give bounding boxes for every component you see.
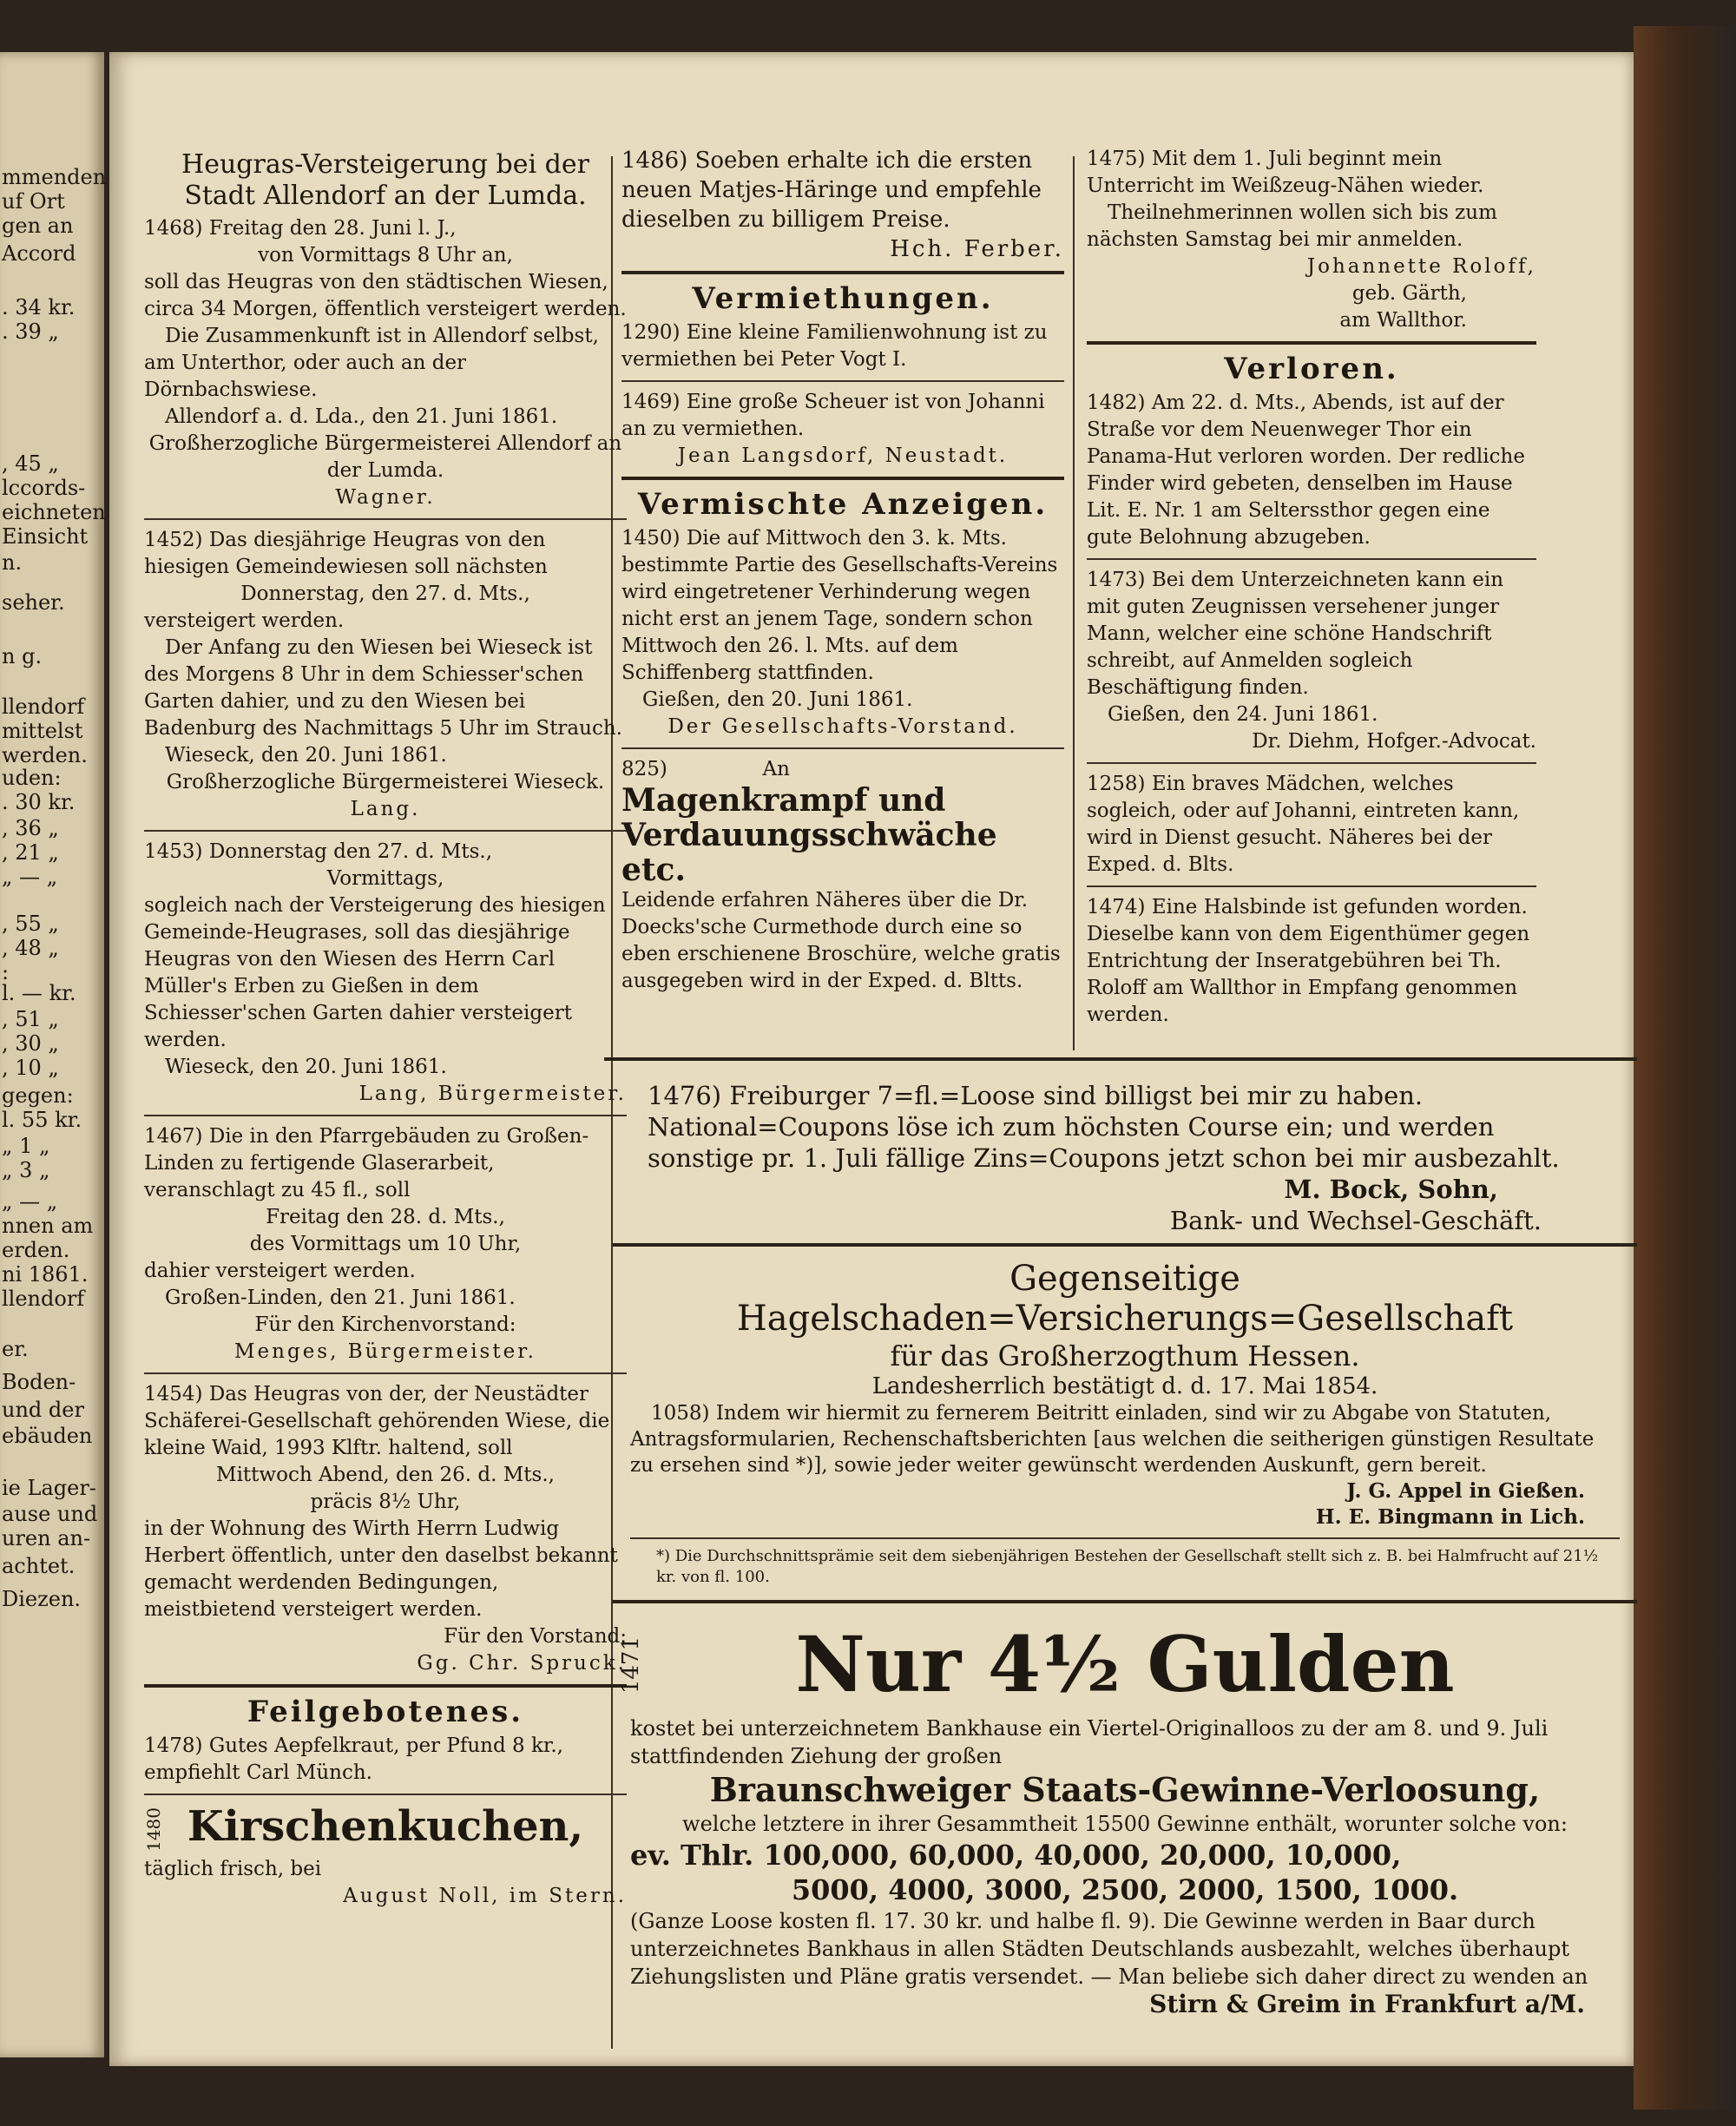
divider: [621, 380, 1064, 382]
ad-text: soll das Heugras von den städtischen Wiesen, circa 34 Morgen, öffentlich versteigert werden.: [144, 271, 627, 320]
ad-1471-lottery: [613, 1610, 1637, 2022]
left-page-fragment: gen an: [2, 214, 74, 238]
ad-text: 1469) Eine große Scheuer ist von Johanni an zu vermiethen.: [621, 391, 1045, 440]
ad-text: 1452) Das diesjährige Heugras von den hiesigen Gemeindewiesen soll nächsten: [144, 529, 548, 578]
ad-signature: Der Gesellschafts-Vorstand.: [667, 715, 1018, 738]
ad-text: 1475) Mit dem 1. Juli beginnt mein Unterricht im Weißzeug-Nähen wieder.: [1087, 148, 1484, 197]
ad-text: Die Zusammenkunft ist in Allendorf selbst, am Unterthor, oder auch an der Dörnbachswiese.: [144, 325, 599, 401]
ad-signature: August Noll, im Stern.: [343, 1885, 627, 1907]
ad-text: versteigert werden.: [144, 609, 345, 632]
ad-1258: [1087, 771, 1536, 879]
divider: [1087, 762, 1536, 764]
ad-text: Mittwoch Abend, den 26. d. Mts.,: [216, 1464, 555, 1486]
ad-825: [621, 756, 1064, 995]
left-page-fragment: llendorf: [2, 694, 85, 719]
ad-text: 1473) Bei dem Unterzeichneten kann ein mit guten Zeugnissen versehener junger Mann, welcher eine schöne Handschrift schreibt, auf Anmelden sogleich Beschäftigung finden.: [1087, 569, 1504, 699]
ad-signature: M. Bock, Sohn,: [1284, 1175, 1498, 1204]
ad-text: des Vormittags um 10 Uhr,: [249, 1233, 522, 1255]
left-page-fragment: ause und: [2, 1502, 98, 1526]
left-page-fragment: „ — „: [2, 865, 58, 889]
book-spine: [1634, 26, 1736, 2110]
ad-text: Donnerstag, den 27. d. Mts.,: [240, 583, 530, 605]
hagel-title: Gegenseitige Hagelschaden=Versicherungs=Gesellschaft: [736, 1259, 1514, 1339]
ad-text: Der Anfang zu den Wiesen bei Wieseck ist des Morgens 8 Uhr in dem Schiesser'schen Garten dahier, und zu den Wiesen bei Badenburg des Nachmittags 5 Uhr im Strauch.: [144, 636, 622, 740]
ad-1469: [621, 389, 1064, 470]
section-heading-feilgebotenes: Feilgebotenes.: [247, 1695, 524, 1729]
ad-text: 1478) Gutes Aepfelkraut, per Pfund 8 kr., empfiehlt Carl Münch.: [144, 1734, 563, 1784]
ad-signature: Lang.: [350, 798, 421, 820]
ad-1482: [1087, 390, 1536, 551]
column-1: [144, 146, 627, 1910]
ad-text: 1258) Ein braves Mädchen, welches sogleich, oder auf Johanni, eintreten kann, wird in Dienst gesucht. Näheres bei der Exped. d. Blts.: [1087, 773, 1520, 876]
ad-number-vertical: 1480: [143, 1807, 164, 1852]
ad-signature: Dr. Diehm, Hofger.-Advocat.: [1252, 730, 1536, 753]
ad-signature: Menges, Bürgermeister.: [234, 1340, 536, 1363]
divider: [144, 518, 627, 520]
left-page-fragment: achtet.: [2, 1554, 76, 1578]
ad-date: Wieseck, den 20. Juni 1861.: [165, 1056, 447, 1078]
ad-authority: Für den Vorstand:: [444, 1625, 627, 1648]
divider: [621, 271, 1064, 274]
column-rule: [1073, 156, 1075, 1050]
divider: [1087, 341, 1536, 345]
ad-text: (Ganze Loose kosten fl. 17. 30 kr. und halbe fl. 9). Die Gewinne werden in Baar durch unterzeichnetes Bankhaus in allen Städten Deutschlands ausbezahlt, welches überhaupt Ziehungslisten und Pläne gratis versendet. — Man beliebe sich daher direct zu wenden an: [630, 1909, 1588, 1989]
ad-825-title: Magenkrampf und Verdauungsschwäche etc.: [621, 782, 997, 888]
section-heading-vermiethungen: Vermiethungen.: [692, 281, 994, 316]
ad-text: welche letztere in ihrer Gesammtheit 15500 Gewinne enthält, worunter solche von:: [682, 1812, 1568, 1836]
left-page-fragment: eichneten: [2, 500, 106, 524]
left-page-fragment: erden.: [2, 1238, 70, 1262]
ad-text: täglich frisch, bei: [144, 1858, 322, 1880]
ad-text: 1450) Die auf Mittwoch den 3. k. Mts. bestimmte Partie des Gesellschafts-Vereins wird eingetretener Verhinderung wegen nicht erst an jenem Tage, sondern schon Mittwoch den 26. l. Mts. auf dem Schiffenberg stattfinden.: [621, 527, 1058, 684]
ad-date: Gießen, den 24. Juni 1861.: [1108, 703, 1378, 726]
ad-text: 1453) Donnerstag den 27. d. Mts.,: [144, 840, 493, 863]
ad-signature: am Wallthor.: [1339, 309, 1467, 332]
newspaper-page: [109, 52, 1634, 2066]
ad-1473: [1087, 567, 1536, 755]
divider: [613, 1600, 1637, 1603]
left-page-fragment: Boden-: [2, 1370, 76, 1394]
ad-number: 825): [621, 758, 667, 780]
left-page-fragment: Diezen.: [2, 1587, 82, 1611]
left-page-fragment: ebäuden: [2, 1424, 93, 1448]
divider: [144, 1372, 627, 1374]
left-page-fragment: l. 55 kr.: [2, 1108, 82, 1132]
ad-1478: [144, 1733, 627, 1787]
left-page-fragment: llendorf: [2, 1287, 85, 1311]
lottery-prizes: ev. Thlr. 100,000, 60,000, 40,000, 20,000, 10,000,: [630, 1839, 1402, 1872]
ad-1474: [1087, 894, 1536, 1029]
left-page-fragment: l. — kr.: [2, 981, 76, 1005]
ad-date: Wieseck, den 20. Juni 1861.: [165, 744, 447, 767]
left-page-fragment: ni 1861.: [2, 1262, 89, 1287]
lottery-title: Braunschweiger Staats-Gewinne-Verloosung,: [709, 1770, 1541, 1809]
left-page-fragment: , 21 „: [2, 840, 59, 865]
left-page-fragment: „ 3 „: [2, 1158, 50, 1182]
ad-signature: Gg. Chr. Spruck.: [417, 1652, 627, 1675]
hagel-footnote: *) Die Durchschnittsprämie seit dem siebenjährigen Bestehen der Gesellschaft stellt sich z. B. bei Halmfrucht auf 21½ kr. von fl. 100.: [656, 1547, 1599, 1586]
left-page-fragment: gegen:: [2, 1083, 74, 1108]
ad-hagel: [613, 1254, 1637, 1593]
divider: [144, 1794, 627, 1795]
left-page-fragment: uren an-: [2, 1526, 91, 1550]
ad-date: Gießen, den 20. Juni 1861.: [642, 688, 913, 711]
ad-date: Allendorf a. d. Lda., den 21. Juni 1861.: [165, 405, 558, 428]
column-2: [621, 146, 1064, 995]
left-page-fragment: lccords-: [2, 476, 86, 500]
divider: [621, 477, 1064, 480]
divider: [604, 1057, 1637, 1061]
ad-signature: Wagner.: [335, 486, 436, 509]
left-page-fragment: . 34 kr.: [2, 295, 76, 319]
ad-1452: [144, 527, 627, 823]
left-page-fragment: „ 1 „: [2, 1134, 50, 1158]
ad-1480: [144, 1802, 627, 1910]
ad-1450: [621, 525, 1064, 740]
left-page-fragment: seher.: [2, 590, 65, 615]
ad-text: 1454) Das Heugras von der, der Neustädter Schäferei-Gesellschaft gehörenden Wiese, die kleine Waid, 1993 Klftr. haltend, soll: [144, 1383, 610, 1459]
ad-text: kostet bei unterzeichnetem Bankhause ein Viertel-Originalloos zu der am 8. und 9. Juli stattfindenden Ziehung der großen: [630, 1716, 1549, 1768]
ad-text: Freitag den 28. d. Mts.,: [266, 1206, 505, 1228]
ad-1467: [144, 1123, 627, 1366]
left-page-fragment: , 48 „: [2, 936, 59, 960]
ad-text: sogleich nach der Versteigerung des hiesigen Gemeinde-Heugrases, soll das diesjährige Heugras von den Wiesen des Herrn Carl Müller's Erben zu Gießen in dem Schiesser'schen Garten dahier versteigert werden.: [144, 894, 606, 1051]
ad-signature: J. G. Appel in Gießen.: [1346, 1479, 1585, 1503]
divider: [144, 1115, 627, 1116]
left-page-fragment: . 30 kr.: [2, 790, 76, 814]
wide-section: [613, 1050, 1637, 2022]
left-page-fragment: , 51 „: [2, 1007, 59, 1031]
left-page-fragment: ie Lager-: [2, 1476, 96, 1500]
divider: [630, 1537, 1620, 1539]
ad-date: Großen-Linden, den 21. Juni 1861.: [165, 1287, 516, 1309]
left-page-edge: [0, 52, 107, 2057]
section-heading-verloren: Verloren.: [1224, 352, 1399, 386]
ad-1454: [144, 1381, 627, 1677]
ad-text: 1482) Am 22. d. Mts., Abends, ist auf der Straße vor dem Neuenweger Thor ein Panama-Hut verloren worden. Der redliche Finder wird gebeten, denselben im Hause Lit. E. Nr. 1 am Selterssthor gegen eine gute Belohnung abzugeben.: [1087, 392, 1525, 549]
ad-signature: H. E. Bingmann in Lich.: [1315, 1505, 1585, 1529]
ad-1486: [621, 146, 1064, 264]
left-page-fragment: , 36 „: [2, 816, 59, 840]
kirschenkuchen-title: Kirschenkuchen,: [187, 1802, 584, 1851]
hagel-approval: Landesherrlich bestätigt d. d. 17. Mai 1854.: [871, 1373, 1378, 1399]
left-page-fragment: , 45 „: [2, 451, 59, 476]
left-page-fragment: uf Ort: [2, 189, 65, 214]
left-page-fragment: , 55 „: [2, 912, 59, 936]
divider: [621, 747, 1064, 749]
column-3: [1087, 146, 1536, 1029]
left-page-fragment: n g.: [2, 644, 43, 668]
ad-1290: [621, 319, 1064, 373]
left-page-fragment: werden.: [2, 743, 88, 767]
ad-signature: Bank- und Wechsel-Geschäft.: [1169, 1206, 1542, 1235]
ad-text: 1486) Soeben erhalte ich die ersten neuen Matjes-Häringe und empfehle dieselben zu billigem Preise.: [621, 148, 1042, 233]
left-page-fragment: und der: [2, 1398, 84, 1422]
left-page-fragment: :: [2, 960, 10, 984]
ad-text: 1468) Freitag den 28. Juni l. J.,: [144, 217, 457, 240]
divider: [144, 830, 627, 832]
ad-1468: [144, 149, 627, 511]
left-page-fragment: Accord: [2, 241, 76, 266]
ad-authority: Großherzogliche Bürgermeisterei Allendorf an der Lumda.: [148, 432, 622, 482]
left-page-fragment: . 39 „: [2, 319, 59, 344]
lottery-headline: Nur 4½ Gulden: [795, 1619, 1455, 1709]
ad-signature: Jean Langsdorf, Neustadt.: [677, 444, 1009, 467]
left-page-fragment: mmenden: [2, 165, 107, 189]
ad-text: Theilnehmerinnen wollen sich bis zum nächsten Samstag bei mir anmelden.: [1087, 201, 1497, 251]
ad-1475: [1087, 146, 1536, 334]
ad-text: Vormittags,: [326, 867, 444, 890]
left-page-fragment: uden:: [2, 766, 62, 790]
left-page-fragment: er.: [2, 1337, 29, 1361]
left-page-fragment: , 10 „: [2, 1056, 59, 1080]
section-heading-vermischte: Vermischte Anzeigen.: [637, 487, 1049, 522]
lottery-prizes: 5000, 4000, 3000, 2500, 2000, 1500, 1000.: [791, 1873, 1459, 1906]
ad-text: Leidende erfahren Näheres über die Dr. Doecks'sche Curmethode durch eine so eben erschienene Broschüre, welche gratis ausgegeben wird in der Exped. d. Bltts.: [621, 889, 1061, 992]
ad-signature: Stirn & Greim in Frankfurt a/M.: [1149, 1990, 1585, 2018]
ad-text: von Vormittags 8 Uhr an,: [258, 244, 513, 267]
ad-1476: [613, 1068, 1637, 1236]
ad-text: 1290) Eine kleine Familienwohnung ist zu vermiethen bei Peter Vogt I.: [621, 321, 1048, 371]
ad-text: 1474) Eine Halsbinde ist gefunden worden. Dieselbe kann von dem Eigenthümer gegen Entrichtung der Inseratgebühren bei Th. Roloff am Wallthor in Empfang genommen werden.: [1087, 896, 1530, 1026]
ad-text: 1058) Indem wir hiermit zu fernerem Beitritt einladen, sind wir zu Abgabe von Statuten, Antragsformularien, Rechenschaftsberichten [aus welchen die seitherigen günstigen Resultate zu ersehen sind *)], sowie jeder weiter gewünscht werdenden Auskunft, gern bereit.: [630, 1402, 1595, 1477]
left-page-fragment: n.: [2, 550, 23, 575]
left-page-fragment: Einsicht: [2, 524, 89, 549]
ad-text: dahier versteigert werden.: [144, 1260, 416, 1282]
ad-signature: geb. Gärth,: [1351, 282, 1467, 305]
divider: [613, 1243, 1637, 1247]
ad-text: An: [762, 758, 790, 780]
ad-text: 1476) Freiburger 7=fl.=Loose sind billigst bei mir zu haben. National=Coupons löse ich zum höchsten Course ein; und werden sonstige pr. 1. Juli fällige Zins=Coupons jetzt schon bei mir ausbezahlt.: [648, 1081, 1560, 1173]
ad-authority: Großherzogliche Bürgermeisterei Wieseck.: [166, 771, 605, 793]
ad-title: Heugras-Versteigerung bei der Stadt Allendorf an der Lumda.: [181, 149, 589, 211]
left-page-fragment: „ — „: [2, 1189, 58, 1214]
ad-signature: Lang, Bürgermeister.: [358, 1083, 627, 1105]
ad-authority: Für den Kirchenvorstand:: [254, 1313, 516, 1336]
hagel-subtitle: für das Großherzogthum Hessen.: [890, 1339, 1360, 1372]
divider: [144, 1684, 627, 1688]
ad-text: präcis 8½ Uhr,: [310, 1491, 461, 1513]
left-page-fragment: nnen am: [2, 1214, 94, 1238]
divider: [1087, 558, 1536, 560]
left-page-fragment: , 30 „: [2, 1031, 59, 1056]
left-page-fragment: mittelst: [2, 719, 83, 743]
ad-text: 1467) Die in den Pfarrgebäuden zu Großen-Linden zu fertigende Glaserarbeit, veranschlagt zu 45 fl., soll: [144, 1125, 589, 1201]
divider: [1087, 885, 1536, 887]
ad-signature: Hch. Ferber.: [890, 236, 1064, 262]
ad-text: in der Wohnung des Wirth Herrn Ludwig Herbert öffentlich, unter den daselbst bekannt gemacht werdenden Bedingungen, meistbietend versteigert werden.: [144, 1517, 618, 1621]
ad-1453: [144, 839, 627, 1108]
ad-number-vertical: 1471: [618, 1636, 644, 1695]
ad-signature: Johannette Roloff,: [1306, 255, 1536, 278]
